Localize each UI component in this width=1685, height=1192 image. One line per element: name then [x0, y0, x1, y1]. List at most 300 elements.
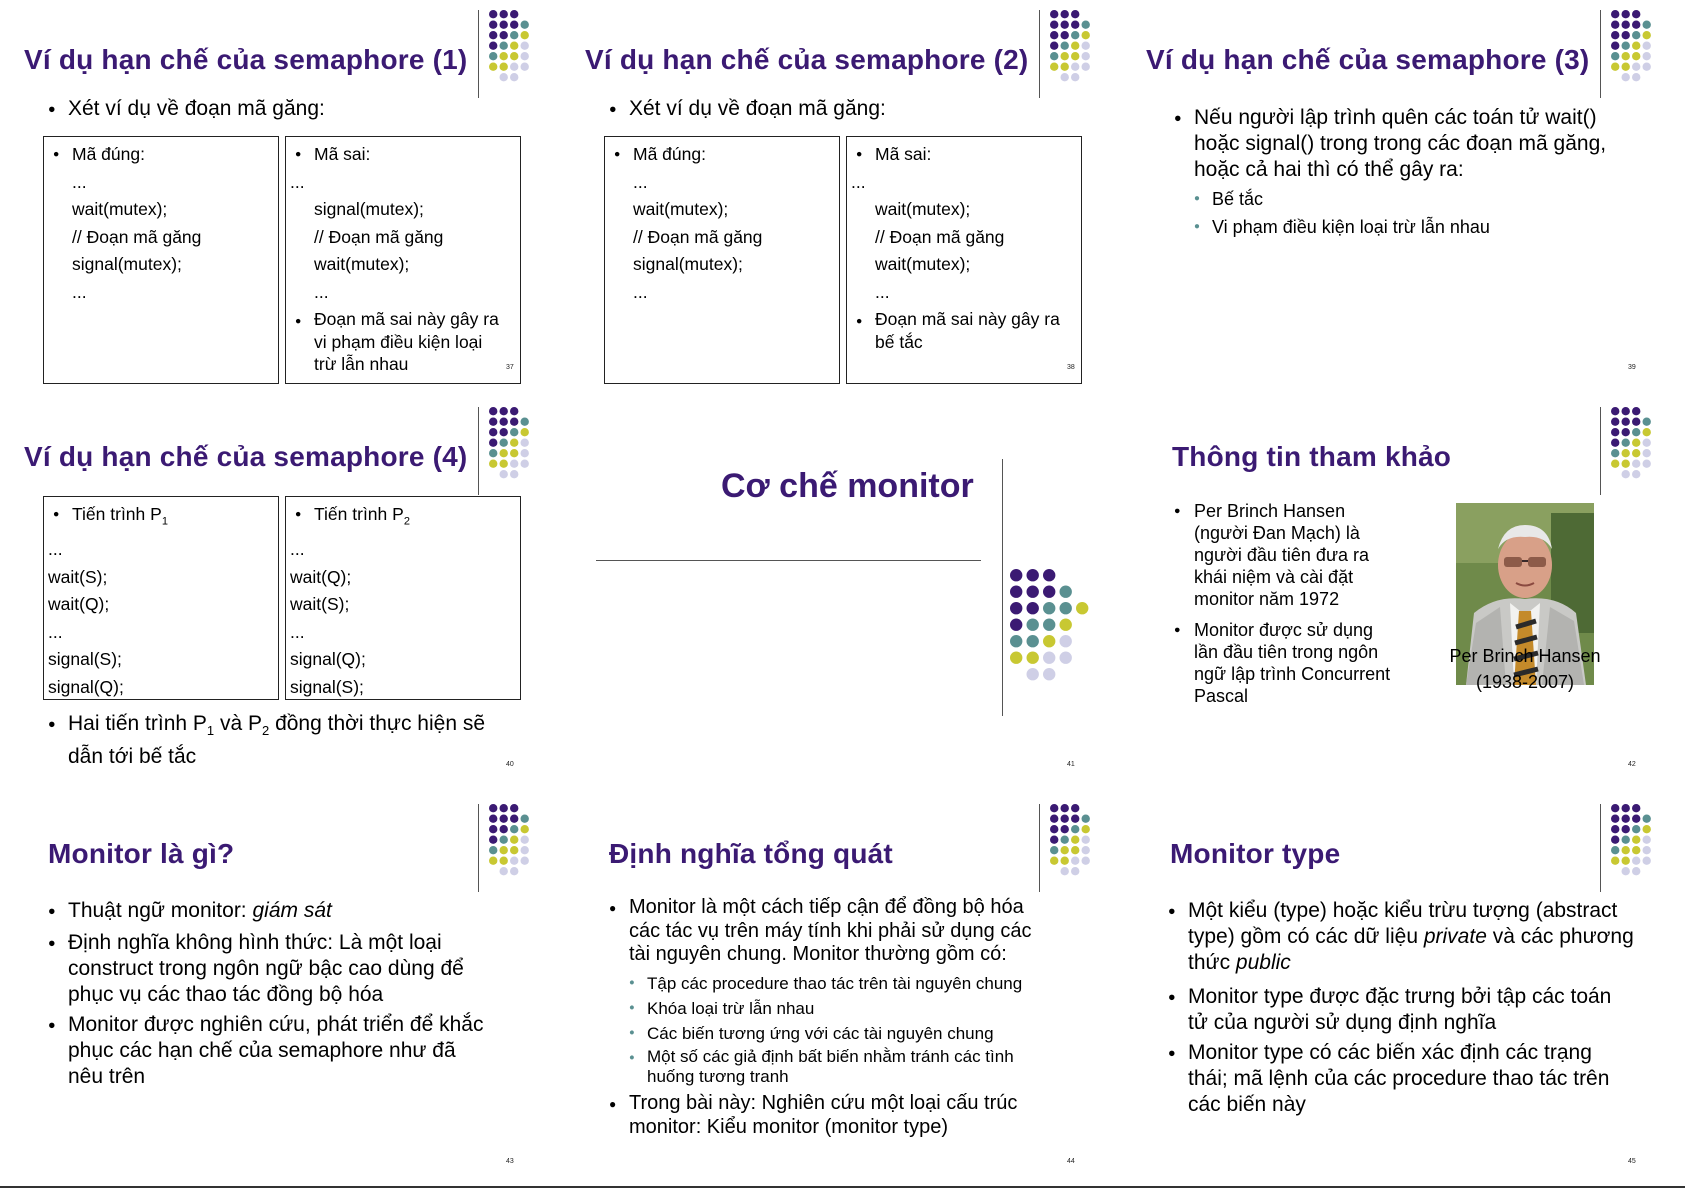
bullet-line: dẫn tới bế tắc: [68, 745, 197, 769]
decor-dot: [1622, 428, 1630, 436]
text-part: Hai tiến trình P: [68, 712, 207, 735]
decor-dot: [1632, 825, 1640, 833]
decor-dot: [1643, 857, 1651, 865]
decor-dot: [1061, 836, 1069, 844]
decor-dot: [510, 867, 518, 875]
decor-dot: [1611, 449, 1619, 457]
decor-dot: [489, 460, 497, 468]
decor-dot: [521, 846, 529, 854]
decor-dot: [1632, 407, 1640, 415]
decor-dot: [521, 857, 529, 865]
decor-dot: [500, 21, 508, 29]
slide-43: [0, 794, 561, 1191]
bullet-line: construct trong ngôn ngữ bậc cao dùng để: [68, 957, 464, 980]
decor-dots-icon: [489, 10, 545, 84]
decor-dot: [1061, 825, 1069, 833]
decor-dots-icon: [489, 804, 545, 878]
decor-dot: [1043, 586, 1055, 598]
decor-dot: [510, 10, 518, 18]
decor-dot: [1071, 63, 1079, 71]
decor-dot: [500, 449, 508, 457]
code-line: wait(mutex);: [314, 254, 410, 274]
bullet-line: [68, 711, 485, 744]
bullet-line: ● Monitor type được đặc trưng bởi tập các toán: [1188, 985, 1612, 1008]
slide-number: 40: [506, 761, 514, 768]
caption-line: (1938-2007): [1475, 672, 1575, 692]
decor-dot: [510, 31, 518, 39]
bullet-line: ● Một kiểu (type) hoặc kiểu trừu tượng (abstract: [1188, 899, 1618, 922]
decor-dot: [1071, 857, 1079, 865]
decor-dot: [1071, 846, 1079, 854]
decor-dot: [1622, 846, 1630, 854]
decor-dot: [1611, 857, 1619, 865]
decor-dots-icon: [1611, 10, 1667, 84]
sub-bullet: ● Bế tắc: [1192, 188, 1263, 210]
box-label: ● Mã đúng:: [609, 141, 835, 169]
decor-dot: [1043, 668, 1055, 680]
slide-39: [1122, 0, 1683, 397]
slide-number: 38: [1067, 364, 1075, 371]
decor-dot: [500, 836, 508, 844]
slide-41: [561, 397, 1122, 794]
decor-dot: [489, 449, 497, 457]
decor-dot: [500, 418, 508, 426]
decor-dots-icon: [1611, 804, 1667, 878]
decor-dot: [1643, 42, 1651, 50]
bullet-line: monitor: Kiểu monitor (monitor type): [629, 1115, 949, 1138]
decor-dot: [500, 52, 508, 60]
code-line: wait(S);: [48, 566, 108, 587]
decor-dot: [1027, 619, 1039, 631]
note-line: vi phạm điều kiện loại: [314, 331, 483, 352]
decor-dot: [1061, 42, 1069, 50]
bullet-line: thái; mã lệnh của các procedure thao tác trên: [1188, 1067, 1610, 1090]
decor-dot: [489, 21, 497, 29]
emphasis: private: [1423, 925, 1487, 948]
code-line: wait(mutex);: [875, 199, 971, 219]
bullet-line: ● Nếu người lập trình quên các toán tử wait(): [1194, 106, 1597, 129]
decor-dot: [1632, 836, 1640, 844]
decor-dot: [1071, 31, 1079, 39]
decor-dot: [521, 52, 529, 60]
decor-dot: [510, 815, 518, 823]
decor-dot: [1632, 449, 1640, 457]
decor-dot: [1071, 867, 1079, 875]
box-label: ● Mã đúng:: [48, 141, 274, 169]
code-line: signal(S);: [48, 649, 122, 669]
decor-dot: [521, 836, 529, 844]
bullet: [1164, 898, 1634, 976]
slide-title: Định nghĩa tổng quát: [609, 838, 893, 869]
bullet-line: ● Trong bài này: Nghiên cứu một loại cấu trúc: [629, 1092, 1018, 1114]
decor-dot: [500, 407, 508, 415]
slide-number: 45: [1628, 1158, 1636, 1165]
code-line: signal(mutex);: [72, 254, 182, 274]
decor-dots-icon: [1611, 407, 1667, 481]
decor-dot: [1043, 619, 1055, 631]
decor-dot: [1082, 52, 1090, 60]
decor-dot: [489, 836, 497, 844]
decor-dots-icon: [1050, 804, 1106, 878]
code-line: ...: [851, 171, 866, 192]
decor-dot: [1632, 31, 1640, 39]
decor-dot: [1632, 470, 1640, 478]
decor-dot: [1622, 21, 1630, 29]
decor-dot: [489, 825, 497, 833]
text-part: Thuật ngữ monitor:: [68, 899, 253, 922]
text-part: đồng thời thực hiện sẽ: [269, 712, 486, 735]
code-line: wait(Q);: [290, 566, 352, 587]
decor-dot: [1050, 857, 1058, 865]
decor-dot: [1050, 804, 1058, 812]
decor-dot: [1611, 10, 1619, 18]
decor-dot: [1050, 21, 1058, 29]
code-line: ...: [72, 281, 87, 302]
decor-dot: [1622, 407, 1630, 415]
decor-dot: [1611, 52, 1619, 60]
code-line: wait(mutex);: [72, 199, 168, 219]
decor-dot: [500, 846, 508, 854]
decor-dot: [1632, 815, 1640, 823]
process-p2-box: [285, 496, 521, 700]
text-part: và P: [214, 712, 262, 735]
decor-dot: [1043, 569, 1055, 581]
decor-dot: [1076, 602, 1088, 614]
decor-dot: [489, 815, 497, 823]
decor-dot: [510, 52, 518, 60]
note-line: bế tắc: [875, 331, 923, 352]
code-line: ...: [48, 621, 63, 642]
decor-dot: [500, 31, 508, 39]
bullet-line: ● Monitor là một cách tiếp cận để đồng bộ hóa: [629, 896, 1024, 918]
bullet-line: khái niệm và cài đặt: [1194, 567, 1354, 587]
decor-dot: [1043, 602, 1055, 614]
bottom-border: [0, 1186, 1685, 1188]
divider-line: [1600, 10, 1601, 98]
decor-dot: [1632, 42, 1640, 50]
bullet-line: ● Monitor được sử dụng: [1194, 620, 1373, 640]
decor-dot: [1643, 63, 1651, 71]
slide-title: Ví dụ hạn chế của semaphore (4): [24, 441, 468, 472]
decor-dot: [521, 825, 529, 833]
sub-line: huống tương tranh: [647, 1067, 789, 1086]
decor-dot: [1027, 652, 1039, 664]
decor-dot: [1060, 602, 1072, 614]
decor-dot: [510, 21, 518, 29]
decor-dot: [521, 21, 529, 29]
decor-dot: [1060, 635, 1072, 647]
section-title: Cơ chế monitor: [721, 467, 974, 505]
correct-code-box: [43, 136, 279, 384]
divider-line: [1600, 407, 1601, 495]
divider-line: [1039, 804, 1040, 892]
bullet-line: các biến này: [1188, 1093, 1306, 1116]
bullet-line: ngữ lập trình Concurrent: [1194, 664, 1391, 684]
decor-dot: [1082, 825, 1090, 833]
bullet: [1170, 619, 1390, 707]
bullet-line: lần đầu tiên trong ngôn: [1194, 642, 1379, 662]
divider-line: [1600, 804, 1601, 892]
slide-title: Ví dụ hạn chế của semaphore (2): [585, 44, 1029, 75]
decor-dot: [500, 428, 508, 436]
decor-dot: [500, 825, 508, 833]
bullet: [605, 1092, 1017, 1139]
code-line: wait(S);: [290, 594, 350, 614]
decor-dot: [1622, 460, 1630, 468]
slide-number: 42: [1628, 761, 1636, 768]
decor-dot: [1061, 31, 1069, 39]
decor-dot: [1643, 31, 1651, 39]
decor-dot: [1061, 63, 1069, 71]
decor-dot: [489, 42, 497, 50]
decor-dot: [1060, 619, 1072, 631]
decor-dot: [1632, 21, 1640, 29]
decor-dot: [500, 42, 508, 50]
emphasis: giám sát: [252, 899, 332, 922]
horizontal-rule: [596, 560, 981, 561]
code-line: // Đoạn mã găng: [633, 226, 763, 247]
text-part: và các phương: [1486, 925, 1634, 948]
sub-bullet: ● Khóa loại trừ lẫn nhau: [627, 997, 814, 1022]
decor-dot: [1061, 10, 1069, 18]
decor-dot: [510, 407, 518, 415]
decor-dot: [1071, 52, 1079, 60]
subscript: 2: [262, 723, 270, 739]
slide-44: [561, 794, 1122, 1191]
label-subscript: 2: [403, 515, 410, 528]
decor-dot: [1050, 52, 1058, 60]
decor-dot: [1611, 21, 1619, 29]
intro-bullet: ● Xét ví dụ về đoạn mã găng:: [605, 96, 886, 122]
decor-dot: [1632, 428, 1640, 436]
decor-dot: [1643, 21, 1651, 29]
slide-40: [0, 397, 561, 794]
decor-dot: [1061, 804, 1069, 812]
bullet-line: người đầu tiên đưa ra: [1194, 545, 1370, 565]
decor-dot: [1622, 73, 1630, 81]
decor-dot: [1071, 10, 1079, 18]
emphasis: public: [1235, 951, 1291, 974]
decor-dots-icon: [489, 407, 545, 481]
bullet: [44, 898, 332, 924]
decor-dot: [500, 63, 508, 71]
decor-dot: [510, 63, 518, 71]
decor-dot: [1611, 439, 1619, 447]
decor-dot: [500, 804, 508, 812]
divider-line: [1039, 10, 1040, 98]
code-line: signal(mutex);: [633, 254, 743, 274]
decor-dot: [1050, 31, 1058, 39]
bullet-line: hoặc signal() trong trong các đoạn mã găng,: [1194, 132, 1607, 155]
slide-title: Ví dụ hạn chế của semaphore (1): [24, 44, 468, 75]
decor-dot: [510, 449, 518, 457]
decor-dot: [1632, 10, 1640, 18]
decor-dot: [1061, 73, 1069, 81]
decor-dot: [1632, 804, 1640, 812]
decor-dot: [1622, 42, 1630, 50]
decor-dot: [1611, 407, 1619, 415]
box-label: [48, 501, 274, 536]
note-line: trừ lẫn nhau: [314, 354, 409, 374]
decor-dot: [1611, 42, 1619, 50]
decor-dot: [1050, 10, 1058, 18]
main-bullet: [1170, 105, 1606, 183]
decor-dot: [1622, 867, 1630, 875]
note-bullet: [290, 308, 516, 376]
code-line: signal(Q);: [48, 676, 124, 697]
bullet-line: hoặc cả hai thì có thể gây ra:: [1194, 158, 1464, 181]
decor-dot: [510, 428, 518, 436]
subscript: 1: [206, 723, 215, 739]
slide-number: 41: [1067, 761, 1075, 768]
decor-dot: [1050, 42, 1058, 50]
decor-dot: [1632, 857, 1640, 865]
caption-line: Per Brinch Hansen: [1449, 646, 1601, 666]
decor-dot: [510, 846, 518, 854]
decor-dot: [510, 836, 518, 844]
decor-dot: [489, 439, 497, 447]
decor-dot: [1622, 418, 1630, 426]
bullet-line: ● Định nghĩa không hình thức: Là một loại: [68, 931, 442, 954]
decor-dot: [489, 428, 497, 436]
code-line: ...: [633, 171, 648, 192]
decor-dot: [1643, 449, 1651, 457]
note-bullet: [851, 308, 1077, 353]
decor-dot: [1632, 867, 1640, 875]
sub-bullet: ● Tập các procedure thao tác trên tài nguyên chung: [627, 972, 1022, 997]
decor-dot: [510, 460, 518, 468]
decor-dot: [500, 460, 508, 468]
intro-bullet: ● Xét ví dụ về đoạn mã găng:: [44, 96, 325, 122]
decor-dot: [1061, 867, 1069, 875]
decor-dot: [489, 418, 497, 426]
decor-dot: [510, 470, 518, 478]
decor-dot: [1632, 73, 1640, 81]
code-line: signal(Q);: [290, 649, 366, 669]
decor-dot: [1622, 31, 1630, 39]
bullet: [605, 896, 1031, 967]
decor-dot: [1082, 42, 1090, 50]
label-text: Tiến trình P: [72, 504, 162, 524]
decor-dot: [1061, 21, 1069, 29]
decor-dot: [1071, 815, 1079, 823]
slide-45: [1122, 794, 1683, 1191]
code-line: ...: [72, 171, 87, 192]
divider-line: [478, 407, 479, 495]
decor-dot: [1611, 836, 1619, 844]
bullet-line: [1188, 950, 1634, 976]
bullet: [44, 930, 464, 1008]
decor-dot: [1643, 836, 1651, 844]
decor-dot: [510, 73, 518, 81]
decor-dot: [1010, 619, 1022, 631]
decor-dot: [521, 439, 529, 447]
slide-number: 43: [506, 1158, 514, 1165]
decor-dot: [1061, 52, 1069, 60]
slide-title: Monitor là gì?: [48, 838, 235, 869]
slide-37: [0, 0, 561, 397]
decor-dots-icon: [1050, 10, 1106, 84]
code-line: // Đoạn mã găng: [314, 226, 444, 247]
conclusion-bullet: [44, 711, 485, 770]
decor-dot: [510, 418, 518, 426]
bullet: [1164, 1040, 1609, 1118]
decor-dot: [489, 857, 497, 865]
decor-dot: [521, 42, 529, 50]
sub-bullet: ● Vi phạm điều kiện loại trừ lẫn nhau: [1192, 216, 1490, 238]
decor-dot: [1611, 460, 1619, 468]
decor-dot: [510, 857, 518, 865]
box-label: ● Mã sai:: [851, 141, 1077, 169]
decor-dot: [1071, 42, 1079, 50]
decor-dot: [1611, 804, 1619, 812]
decor-dot: [1611, 428, 1619, 436]
decor-dot: [1027, 668, 1039, 680]
decor-dot: [521, 63, 529, 71]
sub-bullet: [627, 1047, 1014, 1087]
decor-dot: [1643, 825, 1651, 833]
bullet-line: ● Per Brinch Hansen: [1194, 501, 1346, 521]
bullet-line: monitor năm 1972: [1194, 589, 1340, 609]
decor-dot: [489, 10, 497, 18]
sub-line: ● Một số các giả định bất biến nhằm tránh các tình: [647, 1047, 1014, 1066]
decor-dot: [1611, 815, 1619, 823]
decor-dot: [1071, 21, 1079, 29]
decor-dot: [489, 846, 497, 854]
decor-dot: [1622, 10, 1630, 18]
decor-dot: [1050, 815, 1058, 823]
code-line: ...: [633, 281, 648, 302]
decor-dot: [1632, 418, 1640, 426]
bullet-line: tài nguyên chung. Monitor thường gồm có:: [629, 943, 1007, 965]
decor-dot: [1622, 857, 1630, 865]
correct-code-box: [604, 136, 840, 384]
sub-bullet: ● Các biến tương ứng với các tài nguyên chung: [627, 1022, 994, 1047]
text-part: thức: [1188, 951, 1236, 974]
decor-dot: [1082, 21, 1090, 29]
code-line: // Đoạn mã găng: [875, 226, 1005, 247]
code-line: wait(Q);: [48, 594, 110, 614]
decor-dot: [1060, 652, 1072, 664]
decor-dot: [1082, 815, 1090, 823]
decor-dot: [1027, 569, 1039, 581]
code-line: ...: [290, 171, 305, 192]
decor-dot: [1071, 825, 1079, 833]
decor-dot: [1010, 652, 1022, 664]
box-label: [290, 501, 516, 536]
divider-line: [478, 10, 479, 98]
bullet-line: các tác vụ trên máy tính khi phải sử dụng các: [629, 919, 1032, 942]
decor-dot: [1632, 52, 1640, 60]
decor-dot: [1632, 63, 1640, 71]
decor-dot: [1643, 428, 1651, 436]
decor-dot: [1643, 846, 1651, 854]
decor-dot: [1622, 449, 1630, 457]
decor-dot: [1611, 418, 1619, 426]
decor-dot: [1027, 586, 1039, 598]
code-line: signal(S);: [290, 676, 364, 697]
decor-dot: [521, 449, 529, 457]
decor-dot: [1082, 63, 1090, 71]
bullet-line: Pascal: [1194, 686, 1249, 706]
bullet-line: tử của người sử dụng định nghĩa: [1188, 1011, 1497, 1034]
vertical-rule: [1002, 459, 1003, 716]
slide-title: Monitor type: [1170, 838, 1341, 869]
bullet-line: ● Monitor type có các biến xác định các trạng: [1188, 1041, 1592, 1064]
decor-dot: [500, 470, 508, 478]
decor-dot: [521, 428, 529, 436]
label-subscript: 1: [161, 515, 168, 528]
